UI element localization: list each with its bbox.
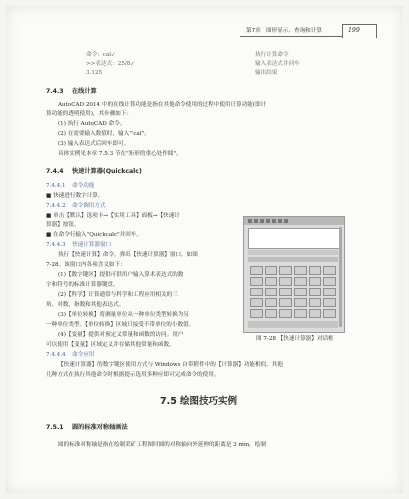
list-item-cont: 角、对数、指数和其他表达式。: [46, 302, 125, 308]
calc-key: [279, 277, 292, 286]
calc-toolbar-icons: [248, 219, 288, 223]
paragraph-line: 具体实例见本章 7.5.3 节在"矩形的重心处作圆"。: [58, 151, 182, 157]
distance-icon: [266, 219, 270, 223]
step-item: (2) 在需要输入数值时，输入"'cal"。: [58, 131, 150, 137]
subsection-number: 7.4.4.3: [46, 242, 66, 248]
list-item-cont: 一种单位类型。【单位转换】区域只接受不带单位的小数值。: [46, 322, 195, 328]
calc-key: [309, 266, 322, 275]
section-heading: 在线计算: [72, 88, 97, 95]
chapter-section-number: 7.5: [160, 396, 177, 407]
chapter-label: 第7章: [246, 28, 261, 34]
calc-key: [309, 288, 322, 297]
point-icon: [260, 219, 264, 223]
paragraph-line: AutoCAD 2014 中的在线计算功能是指在其他命令使用的过程中使用计算功能(即计: [58, 102, 267, 108]
quickcalc-figure: [243, 216, 345, 333]
calc-key: [323, 277, 336, 286]
calc-key: [323, 309, 336, 318]
step-item: (1) 执行 AutoCAD 命令。: [58, 121, 126, 127]
subsection-heading: 命令调用方式: [72, 203, 106, 209]
calc-key: [265, 266, 278, 275]
paragraph-line: 几种方式在执行其他命令时根据提示选用多种应即可完成命令的使用。: [46, 372, 220, 378]
intersect-icon: [278, 219, 282, 223]
subsection-heading: 命令应用: [72, 352, 95, 358]
subsection-number: 7.4.4.4: [46, 352, 66, 358]
bullet-item: ■ 快速进行数字计算。: [46, 193, 104, 199]
figure-caption: 图 7-28 【快速计算器】对话框: [256, 336, 334, 342]
calc-key: [265, 277, 278, 286]
chapter-title: 图形显示、查询和计算: [266, 28, 322, 34]
calc-key: [265, 288, 278, 297]
code-comment: 输出结果: [255, 70, 278, 76]
calc-key: [323, 298, 336, 307]
calc-toolbar: [244, 217, 344, 225]
code-comment: 执行计算命令: [255, 52, 289, 58]
calc-key: [309, 298, 322, 307]
paragraph-line: 执行【快速计算】命令，弹出【快速计算器】窗口，如图: [58, 252, 198, 258]
calc-key: [294, 266, 307, 275]
calc-key: [309, 277, 322, 286]
calc-key: [279, 288, 292, 297]
subsection-number: 7.4.4.1: [46, 183, 66, 189]
subsection-heading: 命令功能: [72, 183, 95, 189]
calc-footer: [248, 321, 338, 328]
section-number: 7.4.4: [46, 168, 64, 175]
list-item: (3)【单位转换】将测量单位从一种单位类型转换为另: [58, 312, 189, 318]
paragraph-line: 算功能的透明使用)，其步骤如下：: [46, 111, 133, 117]
calc-key: [250, 277, 263, 286]
paragraph-line: 圆的标准对称轴是指在绘制采矿工程图时圆的对称轴向外延伸的距离是 3 mm。绘制: [58, 442, 266, 448]
calc-key: [250, 309, 263, 318]
calc-key: [309, 309, 322, 318]
bullet-item: ■ 在命令行输入"Quickcalc"并回车。: [46, 232, 143, 238]
calc-key: [279, 266, 292, 275]
calc-key: [323, 288, 336, 297]
calc-key: [294, 277, 307, 286]
calc-key: [250, 288, 263, 297]
code-line: 命令：cal↙: [86, 52, 116, 58]
calc-key: [279, 309, 292, 318]
code-comment: 输入表达式并回车: [255, 61, 300, 67]
calc-key: [323, 266, 336, 275]
list-item-cont: 字和符号的标准计算器键盘。: [46, 282, 119, 288]
calc-input-bar: [248, 250, 338, 255]
section-heading: 圆的标准对称轴画法: [72, 424, 128, 431]
paragraph-line: 7-28。该窗口内各项含义如下：: [46, 262, 126, 268]
code-line: >>表达式：25/8↙: [86, 61, 135, 67]
history-icon: [254, 219, 258, 223]
calc-key: [294, 288, 307, 297]
calc-display: [248, 228, 340, 249]
subsection-heading: 快速计算器窗口: [72, 242, 112, 248]
list-item: (1)【数字键区】提供可供用户输入算术表达式的数: [58, 272, 184, 278]
paragraph-line: 【快速计算器】的数字键区使用方式与 Windows 自带附件中的【计算器】功能相似。其他: [58, 362, 283, 368]
section-number: 7.4.3: [46, 88, 64, 95]
bullet-item-cont: 算器】按钮。: [46, 222, 80, 228]
calc-section-header: [248, 257, 338, 262]
list-item: (4)【变量】提供对预定义常量和函数的访问。用户: [58, 332, 184, 338]
section-number: 7.5.1: [46, 424, 64, 431]
clear-icon: [248, 219, 252, 223]
calc-key: [294, 309, 307, 318]
calc-scrollbar: [339, 227, 342, 327]
calc-key: [250, 298, 263, 307]
subsection-number: 7.4.4.2: [46, 203, 66, 209]
calc-keypad: [250, 266, 336, 318]
calc-key: [279, 298, 292, 307]
calc-key: [265, 309, 278, 318]
step-item: (3) 输入表达式后回车即可。: [58, 141, 130, 147]
page-number: 199: [348, 27, 360, 34]
bullet-item: ■ 单击【默认】选项卡→【实用工具】面板→【快速计: [46, 213, 180, 219]
help-icon: [284, 219, 288, 223]
calc-key: [265, 298, 278, 307]
list-item: (2)【科学】计算通常与科学和工程应用相关的三: [58, 292, 178, 298]
calc-key: [294, 298, 307, 307]
list-item-cont: 可以使用【变量】区域定义并存储其他常量和函数。: [46, 342, 175, 348]
calc-key: [250, 266, 263, 275]
code-line: 3.125: [86, 70, 103, 76]
header-rule: [240, 36, 342, 37]
section-heading: 快速计算器(Quickcalc): [72, 168, 142, 175]
chapter-section-heading: 绘图技巧实例: [180, 396, 238, 407]
angle-icon: [272, 219, 276, 223]
